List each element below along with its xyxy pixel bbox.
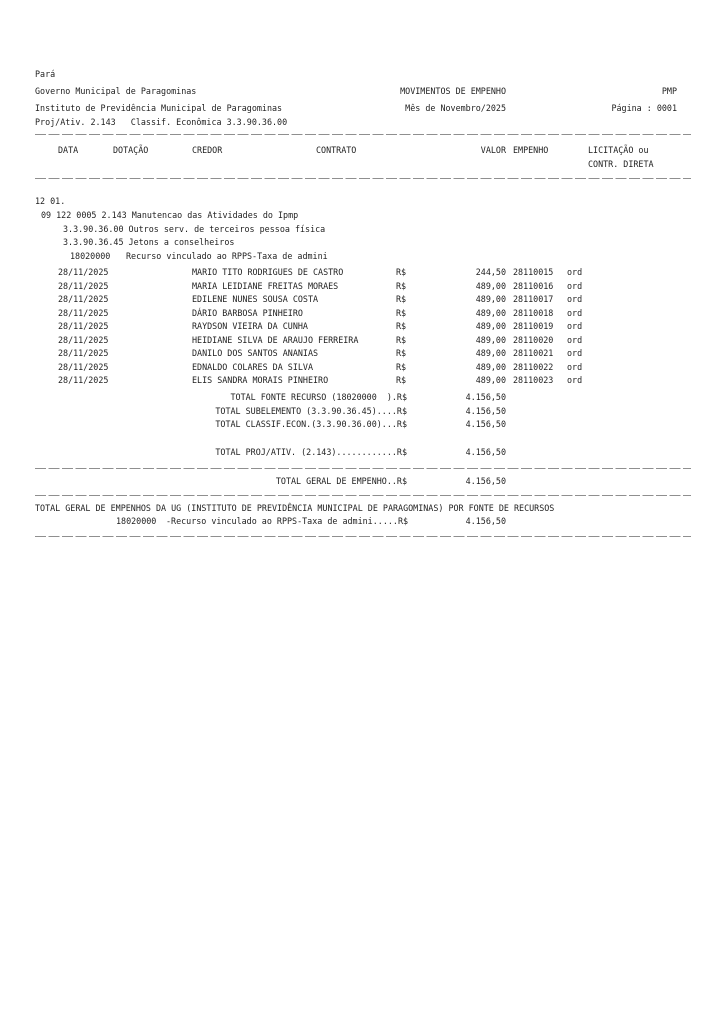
col-header-licitacao-line1: LICITAÇÃO ou bbox=[588, 145, 649, 155]
row-valor: 489,00 bbox=[475, 361, 506, 372]
row-empenho: 28110016 bbox=[513, 280, 554, 291]
total-subelemento-value: 4.156,50 bbox=[465, 405, 506, 416]
row-tipo: ord bbox=[567, 334, 583, 345]
row-tipo: ord bbox=[567, 294, 583, 304]
row-valor: 489,00 bbox=[475, 334, 506, 345]
col-header-data: DATA bbox=[58, 145, 79, 155]
filter-line: Proj/Ativ. 2.143 Classif. Econômica 3.3.90.36.00 bbox=[35, 117, 288, 127]
state-name: Pará bbox=[35, 69, 56, 79]
row-empenho: 28110020 bbox=[513, 334, 554, 345]
table-row bbox=[0, 319, 724, 333]
row-date: 28/11/2025 bbox=[58, 307, 109, 318]
activity-line: 09 122 0005 2.143 Manutencao das Atividades do Ipmp bbox=[41, 210, 299, 220]
report-period: Mês de Novembro/2025 bbox=[405, 103, 506, 113]
table-rows bbox=[0, 265, 724, 387]
row-tipo: ord bbox=[567, 280, 583, 291]
resource-code: 18020000 bbox=[70, 250, 111, 261]
separator-line bbox=[35, 178, 691, 179]
col-header-licitacao-line2: CONTR. DIRETA bbox=[588, 159, 654, 169]
row-valor: 489,00 bbox=[475, 307, 506, 318]
col-header-dotacao: DOTAÇÃO bbox=[113, 145, 149, 155]
row-empenho: 28110017 bbox=[513, 294, 554, 304]
row-valor: 489,00 bbox=[475, 375, 506, 385]
total-projativ-value: 4.156,50 bbox=[465, 447, 506, 457]
table-row bbox=[0, 333, 724, 347]
row-date: 28/11/2025 bbox=[58, 267, 109, 277]
ug-summary-resource-line: -Recurso vinculado ao RPPS-Taxa de admini.....R$ bbox=[166, 516, 409, 526]
row-credor: RAYDSON VIEIRA DA CUNHA bbox=[192, 321, 308, 331]
table-row bbox=[0, 306, 724, 320]
row-tipo: ord bbox=[567, 361, 583, 372]
separator-line bbox=[35, 536, 691, 537]
row-empenho: 28110015 bbox=[513, 267, 554, 277]
row-tipo: ord bbox=[567, 375, 583, 385]
row-tipo: ord bbox=[567, 321, 583, 331]
row-credor: MARIA LEIDIANE FREITAS MORAES bbox=[192, 280, 339, 291]
table-row bbox=[0, 373, 724, 387]
row-valor: 489,00 bbox=[475, 348, 506, 358]
row-date: 28/11/2025 bbox=[58, 375, 109, 385]
report-title: MOVIMENTOS DE EMPENHO bbox=[400, 86, 506, 96]
row-tipo: ord bbox=[567, 348, 583, 358]
row-empenho: 28110023 bbox=[513, 375, 554, 385]
unit-code: 12 01. bbox=[35, 196, 66, 206]
row-credor: DANILO DOS SANTOS ANANIAS bbox=[192, 348, 319, 358]
row-credor: DÁRIO BARBOSA PINHEIRO bbox=[192, 307, 303, 318]
institute-name: Instituto de Previdência Municipal de Paragominas bbox=[35, 103, 283, 113]
table-row bbox=[0, 279, 724, 293]
page-number: Página : 0001 bbox=[611, 103, 677, 113]
col-header-contrato: CONTRATO bbox=[316, 145, 357, 155]
row-empenho: 28110019 bbox=[513, 321, 554, 331]
total-classif-label: TOTAL CLASSIF.ECON.(3.3.90.36.00)...R$ bbox=[215, 419, 407, 429]
subelement-line: 3.3.90.36.45 Jetons a conselheiros bbox=[63, 237, 235, 247]
resource-desc: Recurso vinculado ao RPPS-Taxa de admini bbox=[126, 250, 328, 261]
table-row bbox=[0, 265, 724, 279]
row-currency: R$ bbox=[396, 321, 407, 331]
row-currency: R$ bbox=[396, 280, 407, 291]
col-header-valor: VALOR bbox=[480, 145, 506, 155]
total-projativ-label: TOTAL PROJ/ATIV. (2.143)............R$ bbox=[215, 447, 407, 457]
row-currency: R$ bbox=[396, 267, 407, 277]
total-fonte-label: TOTAL FONTE RECURSO (18020000 ).R$ bbox=[230, 392, 407, 402]
row-valor: 244,50 bbox=[475, 267, 506, 277]
ug-summary-title: TOTAL GERAL DE EMPENHOS DA UG (INSTITUTO DE PREVIDÊNCIA MUNICIPAL DE PARAGOMINAS) POR FONTE DE RECURSOS bbox=[35, 503, 555, 513]
row-valor: 489,00 bbox=[475, 294, 506, 304]
row-date: 28/11/2025 bbox=[58, 321, 109, 331]
row-currency: R$ bbox=[396, 334, 407, 345]
row-date: 28/11/2025 bbox=[58, 348, 109, 358]
row-empenho: 28110018 bbox=[513, 307, 554, 318]
row-valor: 489,00 bbox=[475, 321, 506, 331]
row-valor: 489,00 bbox=[475, 280, 506, 291]
table-row bbox=[0, 346, 724, 360]
row-tipo: ord bbox=[567, 307, 583, 318]
grand-total-value: 4.156,50 bbox=[465, 476, 506, 486]
row-currency: R$ bbox=[396, 294, 407, 304]
row-currency: R$ bbox=[396, 361, 407, 372]
row-date: 28/11/2025 bbox=[58, 361, 109, 372]
row-currency: R$ bbox=[396, 307, 407, 318]
col-header-empenho: EMPENHO bbox=[513, 145, 549, 155]
row-empenho: 28110021 bbox=[513, 348, 554, 358]
economic-class-line: 3.3.90.36.00 Outros serv. de terceiros pessoa física bbox=[63, 223, 326, 234]
row-credor: EDILENE NUNES SOUSA COSTA bbox=[192, 294, 319, 304]
row-credor: ELIS SANDRA MORAIS PINHEIRO bbox=[192, 375, 329, 385]
row-empenho: 28110022 bbox=[513, 361, 554, 372]
entity-name: Governo Municipal de Paragominas bbox=[35, 86, 197, 96]
row-credor: EDNALDO COLARES DA SILVA bbox=[192, 361, 314, 372]
separator-line bbox=[35, 468, 691, 469]
table-row bbox=[0, 292, 724, 306]
row-credor: MARIO TITO RODRIGUES DE CASTRO bbox=[192, 267, 344, 277]
ug-summary-resource-code: 18020000 bbox=[116, 516, 157, 526]
row-currency: R$ bbox=[396, 348, 407, 358]
separator-line bbox=[35, 134, 691, 135]
grand-total-label: TOTAL GERAL DE EMPENHO..R$ bbox=[275, 476, 407, 486]
row-date: 28/11/2025 bbox=[58, 294, 109, 304]
total-classif-value: 4.156,50 bbox=[465, 419, 506, 429]
row-tipo: ord bbox=[567, 267, 583, 277]
row-date: 28/11/2025 bbox=[58, 334, 109, 345]
separator-line bbox=[35, 495, 691, 496]
total-subelemento-label: TOTAL SUBELEMENTO (3.3.90.36.45)....R$ bbox=[215, 405, 407, 416]
table-row bbox=[0, 360, 724, 374]
total-fonte-value: 4.156,50 bbox=[465, 392, 506, 402]
row-currency: R$ bbox=[396, 375, 407, 385]
col-header-credor: CREDOR bbox=[192, 145, 223, 155]
row-credor: HEIDIANE SILVA DE ARAUJO FERREIRA bbox=[192, 334, 359, 345]
ug-summary-value: 4.156,50 bbox=[465, 516, 506, 526]
row-date: 28/11/2025 bbox=[58, 280, 109, 291]
org-abbr: PMP bbox=[661, 86, 677, 96]
